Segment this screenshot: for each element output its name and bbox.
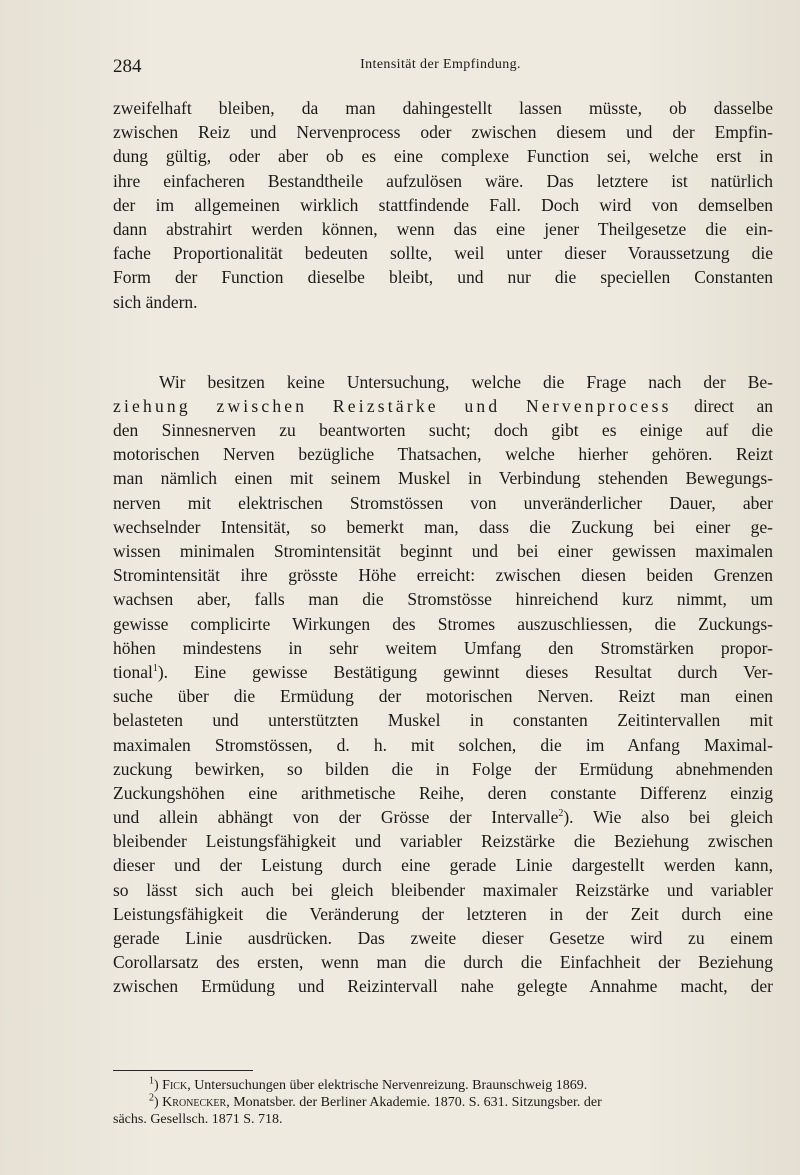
text-line <box>113 660 773 684</box>
text-line: dann abstrahirt werden können, wenn das eine jener Theilgesetze die ein- <box>113 218 773 239</box>
text-line: der im allgemeinen wirklich stattfindende Fall. Doch wird von demselben <box>113 194 773 215</box>
footnote-2: $^2$) Kronecker, Monatsber. der Berliner Akademie. 1870. S. 631. Sitzungsber. der <box>149 1092 602 1110</box>
text-line: man nämlich einen mit seinem Muskel in Verbindung stehenden Bewegungs- <box>113 468 773 489</box>
footnote-2-continuation: sächs. Gesellsch. 1871 S. 718. <box>113 1112 283 1127</box>
body-text <box>113 96 773 999</box>
text-line: so lässt sich auch bei gleich bleibender maximaler Reizstärke und variabler <box>113 879 773 900</box>
page-header <box>113 50 768 80</box>
paragraph-1 <box>113 96 773 314</box>
text-line: Form der Function dieselbe bleibt, und nur die speciellen Constanten <box>113 267 773 288</box>
text-line: motorischen Nerven bezügliche Thatsachen, welche hierher gehören. Reizt <box>113 444 773 465</box>
text-line: nerven mit elektrischen Stromstössen von unveränderlicher Dauer, aber <box>113 492 773 513</box>
text-line: gewisse complicirte Wirkungen des Stromes auszuschliessen, die Zuckungs- <box>113 613 773 634</box>
footnote-text: , Untersuchungen über elektrische Nervenreizung. Braunschweig 1869. <box>187 1078 588 1093</box>
text-line <box>113 805 773 829</box>
text-line: Corollarsatz des ersten, wenn man die durch die Einfachheit der Beziehung <box>113 952 773 973</box>
text-line: den Sinnesnerven zu beantworten sucht; doch gibt es einige auf die <box>113 420 773 441</box>
footnotes <box>113 1077 773 1128</box>
text-line: zwischen Ermüdung und Reizintervall nahe gelegte Annahme macht, der <box>113 976 773 997</box>
text-line: bleibender Leistungsfähigkeit und variabler Reizstärke die Beziehung zwischen <box>113 831 773 852</box>
text-line: dieser und der Leistung durch eine gerade Linie dargestellt werden kann, <box>113 855 773 876</box>
footnote-ref-2: 2 <box>558 808 564 820</box>
text-line: zuckung bewirken, so bilden die in Folge der Ermüdung abnehmenden <box>113 758 773 779</box>
text-line: wachsen aber, falls man die Stromstösse hinreichend kurz nimmt, um <box>113 589 773 610</box>
footnote-author: Kronecker <box>162 1095 227 1110</box>
text-fragment: tional <box>113 661 153 682</box>
text-line: gerade Linie ausdrücken. Das zweite dieser Gesetze wird zu einem <box>113 928 773 948</box>
footnote-ref-1: 1 <box>152 663 158 675</box>
footnote-mark: 2 <box>149 1092 154 1104</box>
footnote-text: , Monatsber. der Berliner Akademie. 1870. S. 631. Sitzungsber. der <box>226 1095 602 1110</box>
text-line: Leistungsfähigkeit die Veränderung der letzteren in der Zeit durch eine <box>113 903 773 924</box>
footnote-mark: 1 <box>149 1075 154 1087</box>
text-line: suche über die Ermüdung der motorischen Nerven. Reizt man einen <box>113 686 773 707</box>
paragraph-2 <box>113 370 773 999</box>
footnote-divider <box>113 1070 253 1071</box>
text-line: Zuckungshöhen eine arithmetische Reihe, deren constante Differenz einzig <box>113 782 773 803</box>
text-fragment: ). Wie also bei gleich <box>563 807 773 828</box>
text-fragment: direct an <box>671 395 773 416</box>
text-fragment: ). Eine gewisse Bestätigung gewinnt dieses Resultat durch Ver- <box>157 661 773 682</box>
running-title: Intensität der Empfindung. <box>360 57 521 72</box>
text-line: belasteten und unterstützten Muskel in constanten Zeitintervallen mit <box>113 710 773 731</box>
text-line: fache Proportionalität bedeuten sollte, weil unter dieser Voraussetzung die <box>113 243 773 264</box>
footnote-author: Fick <box>162 1078 188 1093</box>
emphasized-phrase: ziehung zwischen Reizstärke und Nervenprocess <box>113 395 672 416</box>
text-line: Stromintensität ihre grösste Höhe erreicht: zwischen diesen beiden Grenzen <box>113 565 773 586</box>
text-line: sich ändern. <box>113 291 198 312</box>
page-number: 284 <box>113 56 142 77</box>
text-line: zweifelhaft bleiben, da man dahingestellt lassen müsste, ob dasselbe <box>113 98 773 118</box>
text-line: wechselnder Intensität, so bemerkt man, dass die Zuckung bei einer ge- <box>113 516 773 537</box>
text-line: Wir besitzen keine Untersuchung, welche die Frage nach der Be- <box>159 371 773 392</box>
text-line: höhen mindestens in sehr weitem Umfang den Stromstärken propor- <box>113 637 773 658</box>
text-line: zwischen Reiz und Nervenprocess oder zwischen diesem und der Empfin- <box>113 122 773 143</box>
text-line: wissen minimalen Stromintensität beginnt und bei einer gewissen maximalen <box>113 541 773 561</box>
text-line: ihre einfacheren Bestandtheile aufzulösen wäre. Das letztere ist natürlich <box>113 170 773 191</box>
text-line: maximalen Stromstössen, d. h. mit solchen, die im Anfang Maximal- <box>113 734 773 755</box>
text-line: dung gültig, oder aber ob es eine complexe Function sei, welche erst in <box>113 146 773 167</box>
footnote-1: $^1$) Fick, Untersuchungen über elektrische Nervenreizung. Braunschweig 1869. <box>149 1075 588 1093</box>
text-line <box>113 394 773 418</box>
text-fragment: und allein abhängt von der Grösse der Intervalle <box>113 807 559 828</box>
